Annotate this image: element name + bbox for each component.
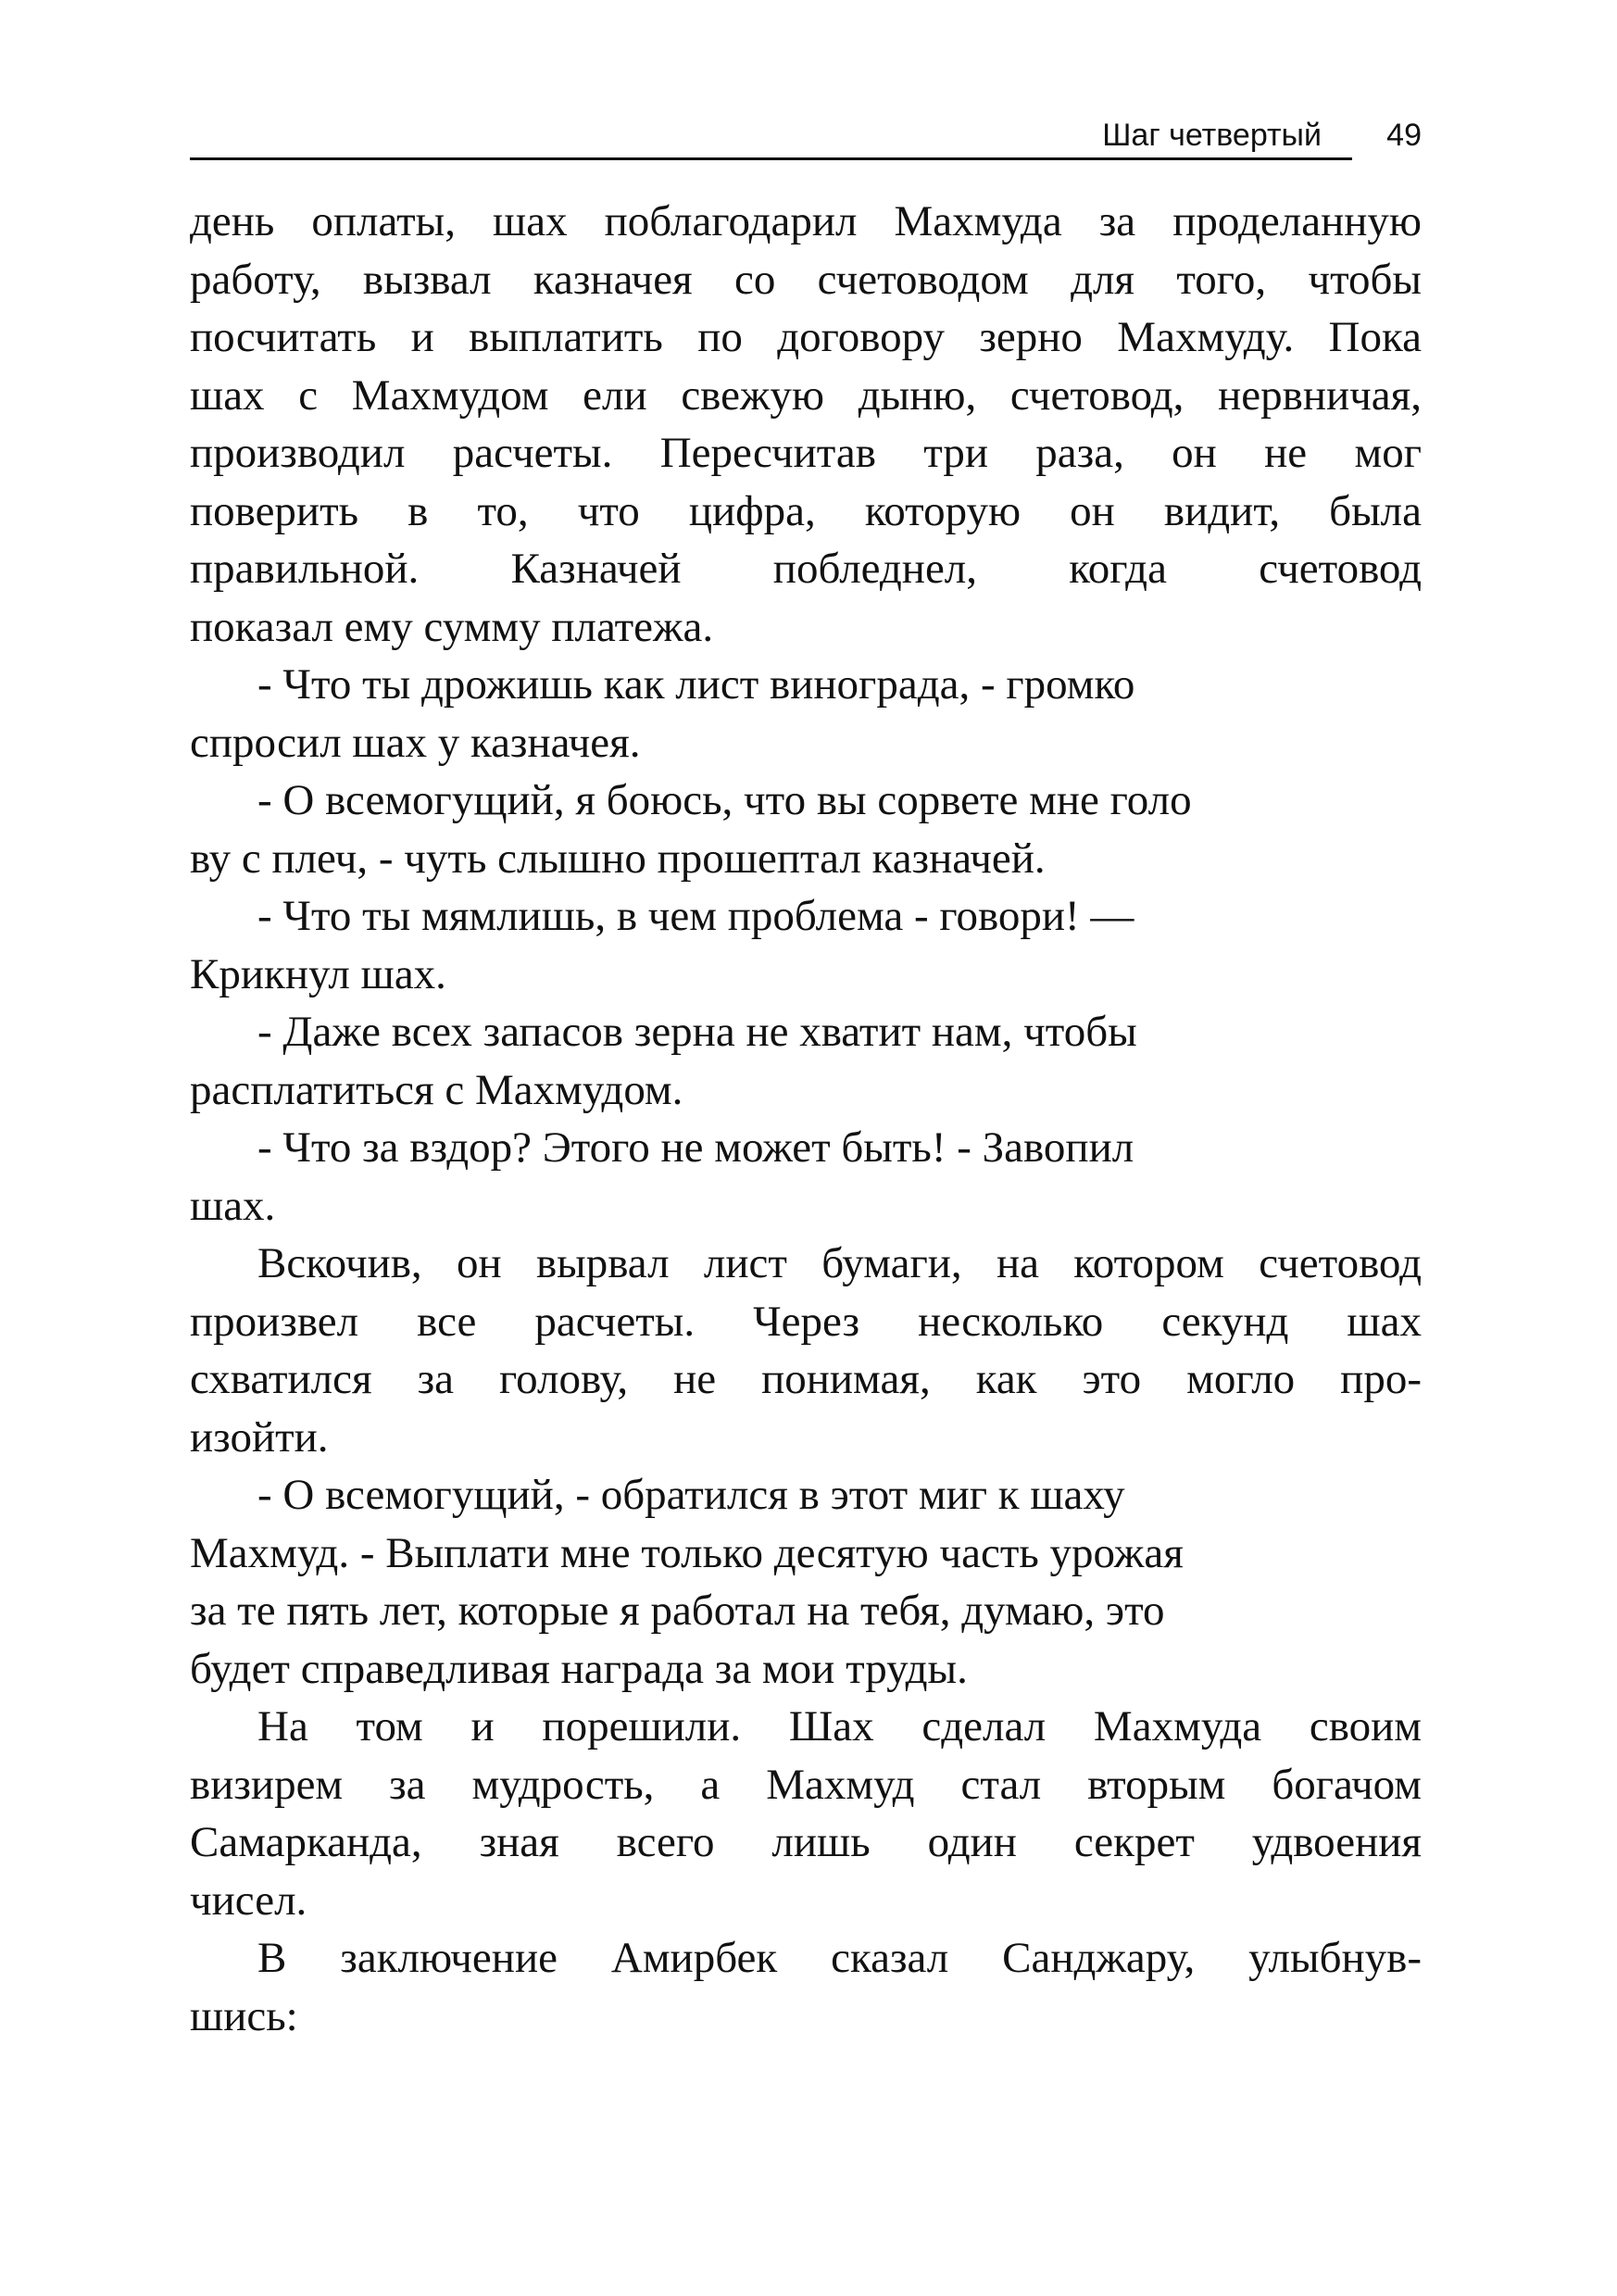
paragraph: [190, 656, 1422, 772]
text-line: работу, вызвал казначея со счетоводом для того, чтобы: [190, 255, 1422, 304]
text-line: - О всемогущий, я боюсь, что вы сорвете мне голо: [257, 776, 1192, 824]
text-line: изойти.: [190, 1412, 329, 1462]
paragraph: [190, 1235, 1422, 1466]
text-line: чисел.: [190, 1876, 307, 1925]
text-line: В заключение Амирбек сказал Санджару, улыбнув-: [257, 1934, 1422, 1982]
text-line: шах.: [190, 1181, 276, 1230]
text-line: Самарканда, зная всего лишь один секрет удвоения: [190, 1818, 1422, 1866]
running-header: [190, 111, 1422, 167]
text-line: производил расчеты. Пересчитав три раза, он не мог: [190, 429, 1422, 477]
text-line: правильной. Казначей побледнел, когда счетовод: [190, 545, 1422, 593]
header-rule: [190, 157, 1352, 160]
paragraph: [190, 1698, 1422, 1929]
text-line: посчитать и выплатить по договору зерно Махмуду. Пока: [190, 313, 1422, 361]
text-line: произвел все расчеты. Через несколько секунд шах: [190, 1297, 1422, 1346]
text-line: Махмуд. - Выплати мне только десятую часть урожая: [190, 1528, 1184, 1577]
text-line: шах с Махмудом ели свежую дыню, счетовод, нервничая,: [190, 370, 1422, 420]
text-line: спросил шах у казначея.: [190, 718, 641, 767]
body-text: [190, 193, 1422, 2045]
paragraph: [190, 1003, 1422, 1119]
text-line: Крикнул шах.: [190, 949, 446, 998]
text-line: визирем за мудрость, а Махмуд стал вторым богачом: [190, 1760, 1422, 1809]
text-line: показал ему сумму платежа.: [190, 602, 714, 651]
text-line: за те пять лет, которые я работал на тебя, думаю, это: [190, 1587, 1165, 1635]
text-line: шись:: [190, 1991, 298, 2040]
paragraph: [190, 193, 1422, 656]
text-line: - Даже всех запасов зерна не хватит нам, чтобы: [257, 1008, 1137, 1056]
text-line: - Что ты мямлишь, в чем проблема - говори! —: [257, 892, 1134, 940]
text-line: поверить в то, что цифра, которую он видит, была: [190, 486, 1422, 535]
text-line: схватился за голову, не понимая, как это могло про-: [190, 1355, 1422, 1403]
text-line: расплатиться с Махмудом.: [190, 1065, 683, 1114]
text-line: день оплаты, шах поблагодарил Махмуда за проделанную: [190, 197, 1422, 245]
text-line: - Что ты дрожишь как лист винограда, - громко: [257, 660, 1135, 709]
paragraph: [190, 1466, 1422, 1698]
text-line: будет справедливая награда за мои труды.: [190, 1644, 968, 1693]
text-line: Вскочив, он вырвал лист бумаги, на котором счетовод: [257, 1239, 1422, 1287]
paragraph: [190, 772, 1422, 887]
text-line: На том и порешили. Шах сделал Махмуда своим: [257, 1702, 1422, 1750]
page-number: 49: [1386, 118, 1422, 153]
text-line: ву с плеч, - чуть слышно прошептал казначей.: [190, 834, 1046, 883]
paragraph: [190, 1929, 1422, 2045]
text-line: - Что за вздор? Этого не может быть! - Завопил: [257, 1123, 1134, 1172]
chapter-title: Шаг четвертый: [1102, 118, 1322, 153]
paragraph: [190, 887, 1422, 1003]
paragraph: [190, 1119, 1422, 1235]
text-line: - О всемогущий, - обратился в этот миг к шаху: [257, 1471, 1125, 1519]
